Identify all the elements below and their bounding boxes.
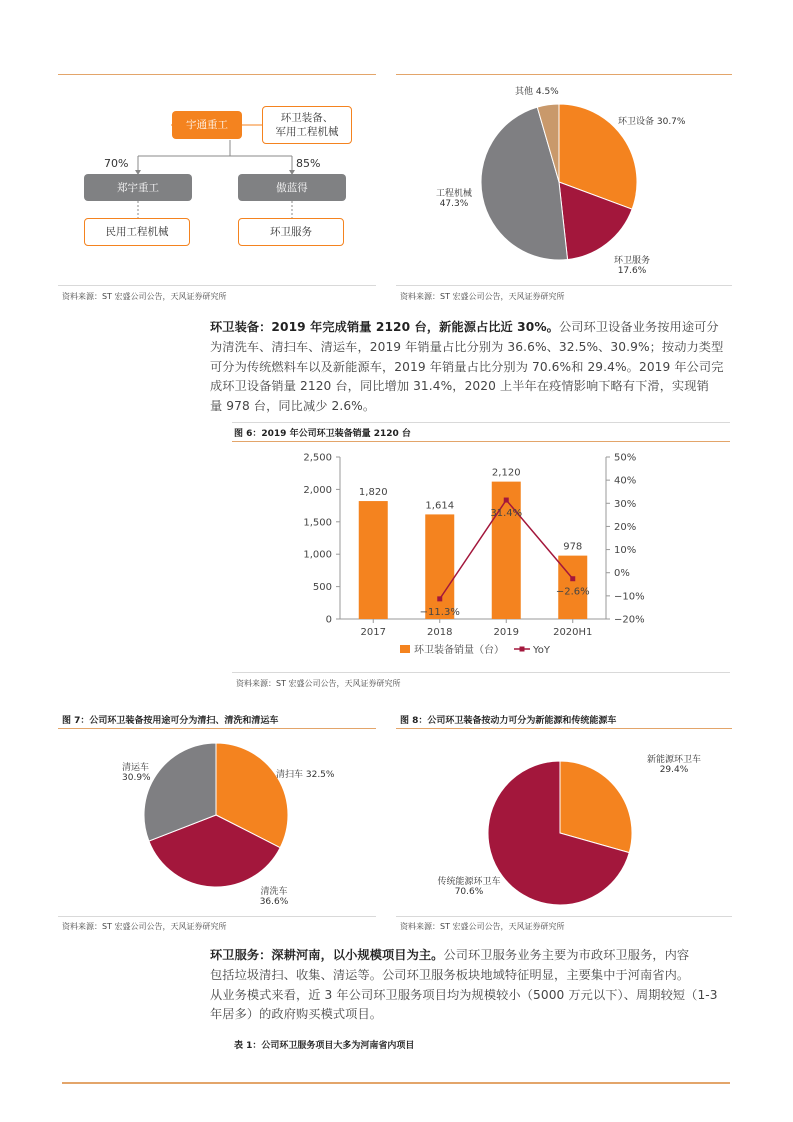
fig8-caption: 图 8：公司环卫装备按动力可分为新能源和传统能源车 [400, 716, 617, 726]
fig7-caption-rule [58, 728, 376, 729]
fig6-yoy-marker [504, 498, 509, 503]
fig6-yoy-label: 31.4% [490, 508, 523, 520]
sanitation-service-label: 环卫服务 [270, 226, 312, 238]
fig6-bar-2018 [425, 514, 454, 619]
fig6-right-tick-label: 20% [614, 521, 637, 533]
pie-label-machinery-name: 工程机械 [435, 189, 472, 199]
fig6-yoy-marker [437, 596, 442, 601]
fig6-left-tick-label: 0 [325, 614, 332, 626]
para2-line4: 年居多）的政府购买模式项目。 [210, 1007, 383, 1022]
fig7-label-wash-pct: 36.6% [259, 897, 289, 907]
pie-label-machinery [432, 186, 476, 209]
fig6-x-label-2020H1: 2020H1 [553, 627, 593, 638]
yutong-heavy-box [172, 111, 242, 139]
aolande-share: 85% [296, 157, 321, 170]
table1-caption: 表 1：公司环卫服务项目大多为河南省内项目 [234, 1041, 415, 1051]
fig8-bottom-rule [396, 916, 732, 917]
fig7-caption: 图 7：公司环卫装备按用途可分为清扫、清洗和清运车 [62, 716, 279, 726]
fig6-left-tick-label: 2,000 [303, 484, 332, 496]
fig6-right-tick-label: 30% [614, 498, 637, 510]
yutong-heavy-label: 宇通重工 [186, 119, 228, 131]
pie-label-other: 其他 4.5% [515, 87, 559, 97]
fig8-label-new-energy [646, 752, 702, 775]
fig8-label-new-energy-pct: 29.4% [659, 765, 689, 775]
fig6-left-tick-label: 1,000 [303, 549, 332, 561]
fig6-bar-label-2018: 1,614 [425, 500, 455, 512]
fig7-label-transport [122, 760, 158, 783]
para1-line4: 成环卫设备销量 2120 台，同比增加 31.4%，2020 上半年在疫情影响下略有下滑，实现销 [210, 379, 709, 394]
fig6-yoy-label: −2.6% [555, 586, 590, 598]
fig6-right-tick-label: 40% [614, 475, 637, 487]
fig6-right-tick-label: −20% [614, 614, 645, 626]
para1-line2: 为清洗车、清扫车、清运车，2019 年销量占比分别为 36.6%、32.5%、30.9%；按动力类型 [210, 339, 724, 354]
fig6-x-label-2017: 2017 [360, 627, 386, 638]
fig6-right-tick-label: 0% [614, 568, 630, 580]
fig6-right-tick-label: −10% [614, 591, 645, 603]
fig6-bar-2017 [359, 501, 388, 619]
fig8-label-traditional-pct: 70.6% [454, 887, 484, 897]
para1-line5: 量 978 台，同比减少 2.6%。 [210, 399, 376, 414]
para1-line3: 可分为传统燃料车以及新能源车，2019 年销量占比分别为 70.6%和 29.4%。2019 年公司完 [210, 359, 724, 374]
para2-heading: 环卫服务：深耕河南，以小规模项目为主。 [210, 948, 444, 962]
fig7-bottom-rule [58, 916, 376, 917]
fig6-bottom-rule [232, 672, 730, 673]
top-right-rule [396, 74, 732, 75]
para1-heading: 环卫装备：2019 年完成销量 2120 台，新能源占比近 30%。 [210, 320, 559, 334]
pie-label-service [610, 253, 654, 276]
para2-line1-text: 公司环卫服务业务主要为市政环卫服务，内容 [443, 948, 690, 962]
fig6-combo-chart [232, 445, 730, 670]
source-org-chart: 资料来源：ST 宏盛公司公告，天风证券研究所 [62, 292, 227, 301]
fig6-left-tick-label: 1,500 [303, 517, 332, 529]
civil-machinery-box [84, 218, 190, 246]
top-left-rule [58, 74, 376, 75]
pie-label-machinery-pct: 47.3% [439, 199, 469, 209]
fig6-bar-label-2019: 2,120 [491, 467, 521, 479]
source-revenue-pie: 资料来源：ST 宏盛公司公告，天风证券研究所 [400, 292, 565, 301]
para1-line1-text: 公司环卫设备业务按用途可分 [558, 320, 719, 334]
source-fig8: 资料来源：ST 宏盛公司公告，天风证券研究所 [400, 922, 565, 931]
top-left-bottom-rule [58, 285, 376, 286]
fig6-caption: 图 6：2019 年公司环卫装备销量 2120 台 [234, 429, 411, 439]
fig7-label-wash [256, 884, 292, 907]
aolande-box [238, 174, 346, 201]
fig8-caption-rule [396, 728, 732, 729]
fig6-x-label-2019: 2019 [493, 627, 519, 638]
para2-line1 [210, 946, 730, 966]
yutong-business-line1: 环卫装备、 [280, 112, 334, 124]
fig6-yoy-marker [570, 576, 575, 581]
pie-label-service-name: 环卫服务 [613, 256, 650, 266]
footer-rule [62, 1082, 730, 1084]
yutong-business-box [262, 106, 352, 144]
source-fig6: 资料来源：ST 宏盛公司公告，天风证券研究所 [236, 679, 401, 688]
fig8-label-traditional [436, 874, 502, 897]
fig6-right-tick-label: 50% [614, 452, 637, 464]
yutong-business-line2: 军用工程机械 [275, 126, 339, 138]
fig7-pie-chart [58, 735, 376, 915]
zhengyu-heavy-box [84, 174, 192, 201]
fig6-right-tick-label: 10% [614, 545, 637, 557]
fig8-label-traditional-name: 传统能源环卫车 [437, 877, 501, 887]
revenue-pie-chart [396, 80, 732, 290]
para1-line1 [210, 318, 730, 338]
fig6-legend-line-marker [520, 647, 525, 652]
fig6-top-rule [232, 422, 730, 423]
source-fig7: 资料来源：ST 宏盛公司公告，天风证券研究所 [62, 922, 227, 931]
para2-line2: 包括垃圾清扫、收集、清运等。公司环卫服务板块地域特征明显，主要集中于河南省内。 [210, 967, 690, 982]
fig6-caption-rule [232, 441, 730, 442]
fig6-legend-line-label: YoY [533, 645, 551, 656]
fig8-label-new-energy-name: 新能源环卫车 [646, 755, 701, 765]
zhengyu-share: 70% [104, 157, 129, 170]
fig6-legend-bar-label: 环卫装备销量（台） [414, 645, 504, 656]
fig6-left-tick-label: 2,500 [303, 452, 332, 464]
fig6-x-label-2018: 2018 [427, 627, 453, 638]
fig6-left-tick-label: 500 [312, 582, 332, 594]
pie-label-equipment: 环卫设备 30.7% [618, 117, 686, 127]
fig7-label-transport-name: 清运车 [122, 763, 150, 773]
fig7-label-wash-name: 清洗车 [260, 887, 288, 897]
pie-label-service-pct: 17.6% [617, 266, 647, 276]
fig6-legend-bar-swatch [400, 645, 410, 653]
top-right-bottom-rule [396, 285, 732, 286]
paragraph-sanitation-service [210, 946, 730, 1025]
fig7-label-sweep: 清扫车 32.5% [276, 770, 335, 780]
fig6-yoy-label: −11.3% [419, 606, 460, 618]
sanitation-service-box [238, 218, 344, 246]
fig6-bar-label-2017: 1,820 [358, 487, 388, 499]
aolande-label: 傲蓝得 [276, 181, 308, 194]
fig6-bar-label-2020H1: 978 [563, 541, 583, 553]
paragraph-sanitation-equipment [210, 318, 730, 417]
para2-line3: 从业务模式来看，近 3 年公司环卫服务项目均为规模较小（5000 万元以下）、周期较短（1-3 [210, 987, 718, 1002]
zhengyu-heavy-label: 郑宇重工 [117, 181, 159, 194]
fig7-label-transport-pct: 30.9% [122, 773, 151, 783]
civil-machinery-label: 民用工程机械 [105, 226, 169, 238]
